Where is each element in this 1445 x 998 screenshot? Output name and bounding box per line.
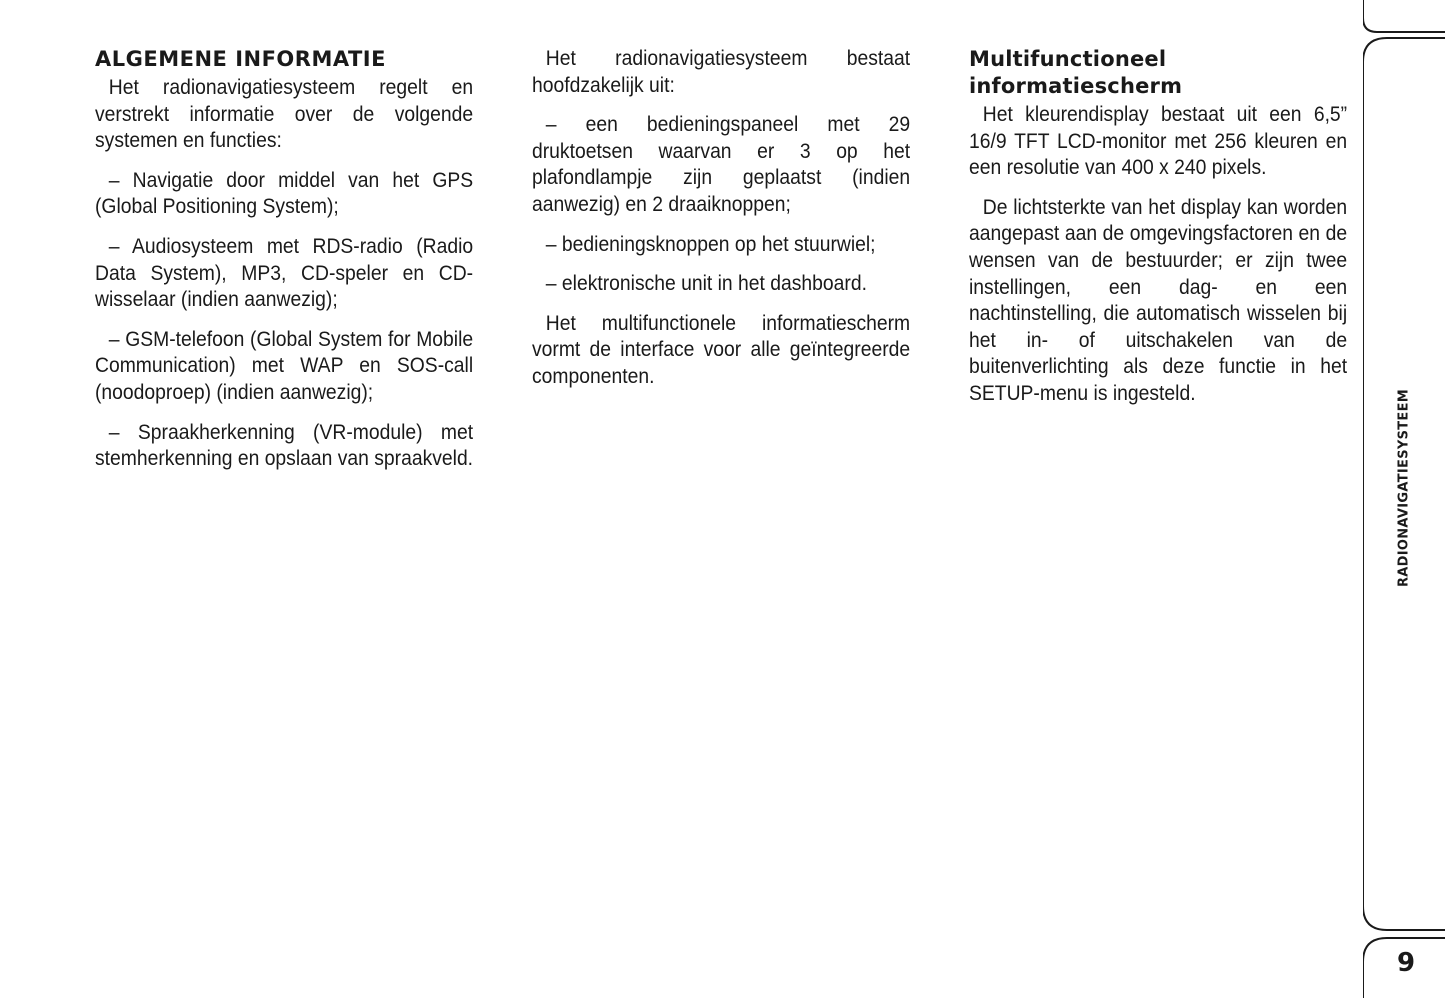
paragraph: Het kleurendisplay bestaat uit een 6,5” 16/9 TFT LCD-monitor met 256 kleuren en een resolutie van 400 x 240 pixels. (969, 103, 1348, 180)
section-heading-algemene-informatie: ALGEMENE INFORMATIE (95, 47, 386, 71)
paragraph: Het multifunctionele informatiescherm vormt de interface voor alle geïntegreerde componenten. (532, 311, 911, 388)
chapter-label: RADIONAVIGATIESYSTEEM (1396, 388, 1412, 588)
paragraph: De lichtsterkte van het display kan worden aangepast aan de omgevingsfactoren en de wensen van de bestuurder; er zijn twee instellingen, een dag- en een nachtinstelling, die automatisch wisselen bij het in- of uitschakelen van de buitenverlichting als deze functie in het SETUP-menu is ingesteld. (969, 195, 1348, 405)
section-heading-multifunctioneel (969, 46, 1347, 100)
list-item: – GSM-telefoon (Global System for Mobile Communication) met WAP en SOS-call (noodoproep) (indien aanwezig); (95, 327, 474, 404)
list-item: – Audiosysteem met RDS-radio (Radio Data System), MP3, CD-speler en CD-wisselaar (indien aanwezig); (95, 234, 474, 312)
page-number: 9 (1396, 948, 1416, 978)
column-2 (532, 46, 910, 404)
list-item: – bedieningsknoppen op het stuurwiel; (545, 232, 876, 256)
list-item: – Navigatie door middel van het GPS (Global Positioning System); (95, 168, 474, 219)
column-3 (969, 46, 1347, 421)
paragraph: Het radionavigatiesysteem regelt en verstrekt informatie over de volgende systemen en functies: (95, 76, 474, 153)
list-item: – een bedieningspaneel met 29 druktoetsen waarvan er 3 op het plafondlampje zijn geplaatst (indien aanwezig) en 2 draaiknoppen; (532, 113, 911, 216)
column-1 (95, 46, 473, 486)
heading-line-2: informatiescherm (969, 74, 1183, 98)
heading-line-1: Multifunctioneel (969, 47, 1167, 71)
list-item: – elektronische unit in het dashboard. (545, 272, 867, 296)
list-item: – Spraakherkenning (VR-module) met stemherkenning en opslaan van spraakveld. (95, 420, 474, 471)
paragraph: Het radionavigatiesysteem bestaat hoofdzakelijk uit: (532, 47, 911, 97)
